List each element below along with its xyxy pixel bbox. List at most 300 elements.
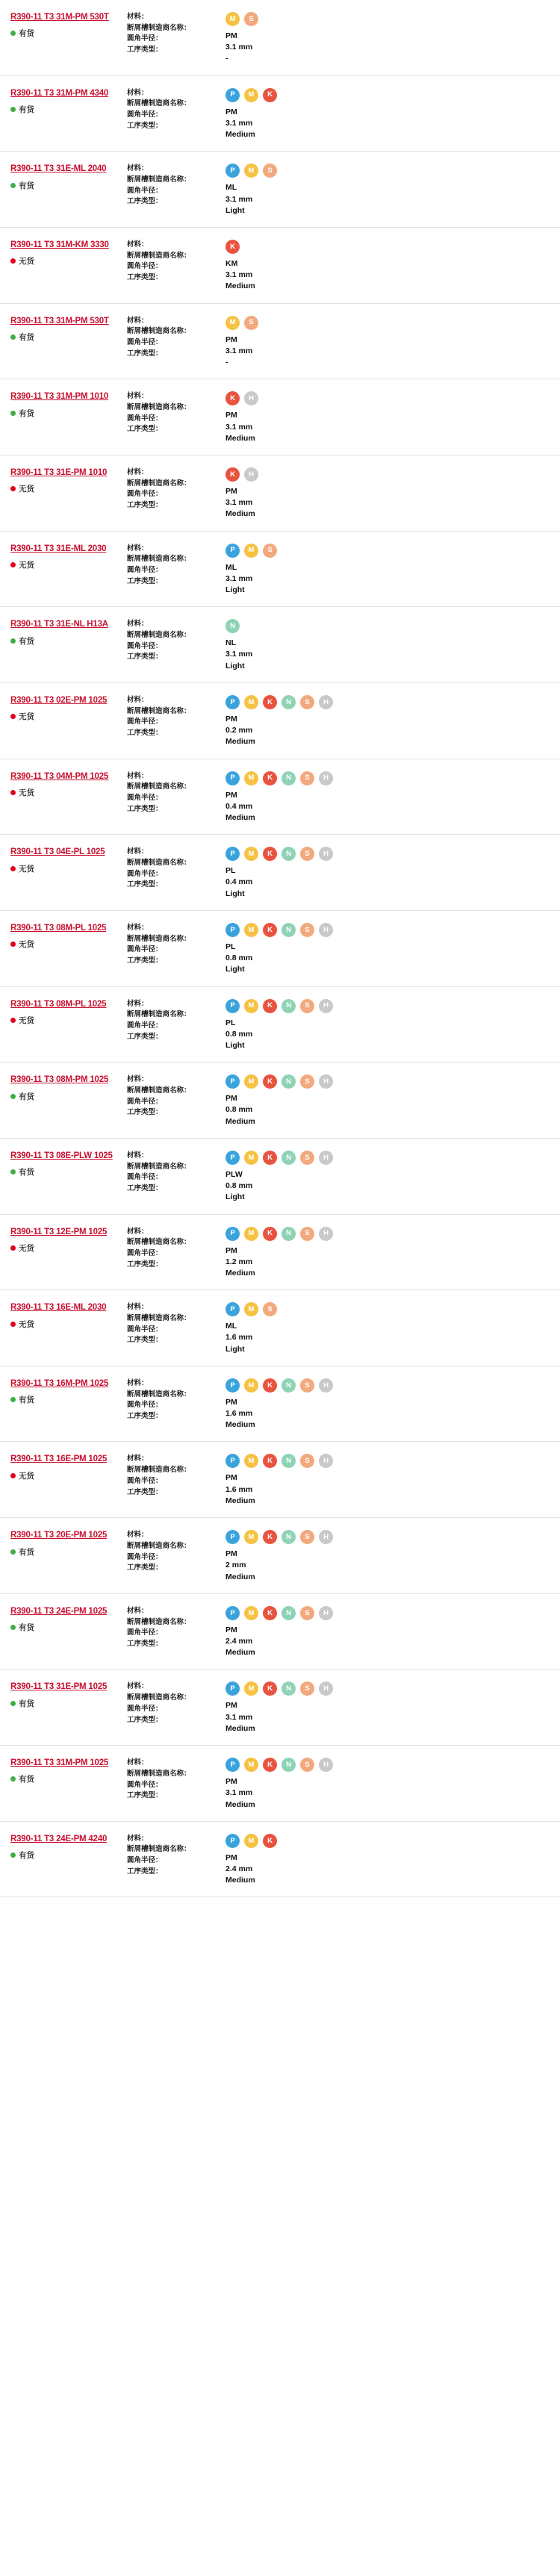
material-badge-n-icon: N [281,1454,296,1468]
table-row[interactable] [0,0,560,76]
spec-label-material: 材料： [127,999,149,1008]
table-row[interactable] [0,1442,560,1518]
spec-labels-cell [122,1756,220,1802]
stock-label: 有货 [19,1547,34,1557]
in-stock-icon [10,1852,16,1858]
material-badge-n-icon: N [281,1074,296,1089]
stock-label: 有货 [19,333,34,342]
spec-values-cell [220,1452,553,1507]
material-badge-k-icon: K [263,1681,277,1696]
table-row[interactable] [0,1518,560,1594]
material-badge-h-icon: H [319,1227,333,1241]
product-link[interactable]: R390-11 T3 31E-PM 1010 [10,467,108,477]
spec-labels-cell [122,1832,220,1878]
value-optype: Medium [225,130,255,140]
value-radius: 3.1 mm [225,498,253,508]
material-badge-p-icon: P [225,1530,240,1544]
spec-label-material: 材料： [127,1303,149,1312]
product-name-cell [10,1756,122,1785]
spec-label-radius: 圆角半径： [127,1628,163,1637]
material-badge-k-icon: K [263,1834,277,1848]
status-badge [10,787,122,798]
value-maker: PM [225,1549,237,1559]
spec-label-optype: 工序类型： [127,653,163,662]
material-badge-m-icon: M [244,999,258,1013]
material-badge-group [225,1302,553,1316]
material-badge-k-icon: K [263,1606,277,1620]
value-optype: Light [225,585,245,595]
stock-label: 有货 [19,1168,34,1177]
material-badge-h-icon: H [244,467,258,482]
material-badge-n-icon: N [281,1151,296,1165]
material-badge-p-icon: P [225,1454,240,1468]
material-badge-p-icon: P [225,923,240,937]
spec-label-radius: 圆角半径： [127,1097,163,1106]
material-badge-p-icon: P [225,1606,240,1620]
material-badge-h-icon: H [319,923,333,937]
material-badge-m-icon: M [244,1302,258,1316]
out-of-stock-icon [10,1245,16,1251]
material-badge-h-icon: H [319,847,333,861]
spec-labels-cell [122,617,220,663]
product-link[interactable]: R390-11 T3 31M-PM 1010 [10,392,109,402]
spec-values-group [225,410,553,444]
spec-label-radius: 圆角半径： [127,34,163,43]
spec-values-group [225,638,553,672]
material-badge-n-icon: N [281,1378,296,1393]
in-stock-icon [10,335,16,340]
value-maker: PM [225,1625,237,1634]
spec-labels-cell [122,1301,220,1346]
material-badge-s-icon: S [263,164,277,178]
material-badge-h-icon: H [319,695,333,709]
material-badge-n-icon: N [281,999,296,1013]
product-link[interactable]: R390-11 T3 12E-PM 1025 [10,1227,108,1236]
spec-label-radius: 圆角半径： [127,262,163,271]
table-row[interactable] [0,1670,560,1746]
value-optype: Medium [225,1648,255,1658]
table-row[interactable] [0,1063,560,1139]
product-link[interactable]: R390-11 T3 20E-PM 1025 [10,1531,108,1540]
material-badge-group [225,1530,553,1544]
spec-labels-cell [122,694,220,739]
table-row[interactable] [0,152,560,228]
product-name-cell [10,617,122,646]
spec-label-radius: 圆角半径： [127,869,163,878]
spec-label-material: 材料： [127,695,149,704]
material-badge-m-icon: M [244,164,258,178]
material-badge-group [225,391,553,405]
value-radius: 3.1 mm [225,1712,253,1722]
value-optype: - [225,358,228,367]
product-link[interactable]: R390-11 T3 31E-ML 2040 [10,164,107,174]
stock-label: 无货 [19,712,34,722]
material-badge-k-icon: K [263,1758,277,1772]
spec-label-optype: 工序类型： [127,880,163,889]
spec-values-group [225,182,553,217]
material-badge-n-icon: N [281,1681,296,1696]
value-maker: PM [225,1094,237,1104]
spec-labels-cell [122,921,220,967]
table-row[interactable] [0,304,560,380]
spec-label-radius: 圆角半径： [127,414,163,423]
out-of-stock-icon [10,1322,16,1327]
value-radius: 1.6 mm [225,1409,253,1419]
table-row[interactable] [0,1290,560,1366]
spec-label-maker: 断屑槽制造商名称： [127,23,191,32]
material-badge-h-icon: H [319,1378,333,1393]
spec-values-group [225,1625,553,1659]
spec-label-maker: 断屑槽制造商名称： [127,555,191,564]
stock-label: 无货 [19,1319,34,1329]
spec-values-cell [220,1832,553,1887]
status-badge [10,559,122,570]
spec-label-radius: 圆角半径： [127,1401,163,1410]
product-link[interactable]: R390-11 T3 31E-PM 1025 [10,1682,108,1692]
product-link[interactable]: R390-11 T3 31M-PM 1025 [10,1758,109,1768]
product-link[interactable]: R390-11 T3 31M-PM 530T [10,316,109,326]
material-badge-p-icon: P [225,1302,240,1316]
spec-values-cell [220,10,553,65]
value-radius: 2.4 mm [225,1637,253,1646]
value-maker: PM [225,1245,237,1255]
stock-label: 有货 [19,1699,34,1708]
value-maker: ML [225,1322,237,1331]
table-row[interactable] [0,1746,560,1822]
product-link[interactable]: R390-11 T3 31M-PM 530T [10,13,109,22]
material-badge-group [225,12,553,26]
spec-values-cell [220,162,553,217]
material-badge-group [225,1681,553,1696]
spec-label-maker: 断屑槽制造商名称： [127,1466,191,1475]
product-name-cell [10,998,122,1026]
in-stock-icon [10,1094,16,1099]
status-badge [10,332,122,343]
spec-label-material: 材料： [127,1455,149,1463]
in-stock-icon [10,107,16,112]
spec-labels-cell [122,238,220,284]
spec-label-maker: 断屑槽制造商名称： [127,1390,191,1399]
status-badge [10,1470,122,1481]
spec-label-material: 材料： [127,240,149,249]
spec-values-group [225,1093,553,1127]
spec-labels-cell [122,542,220,588]
material-badge-s-icon: S [300,1758,314,1772]
product-name-cell [10,845,122,874]
value-optype: - [225,54,228,63]
material-badge-n-icon: N [281,923,296,937]
material-badge-p-icon: P [225,771,240,785]
product-name-cell [10,10,122,39]
material-badge-k-icon: K [263,847,277,861]
spec-label-maker: 断屑槽制造商名称： [127,403,191,411]
stock-label: 无货 [19,864,34,874]
spec-values-group [225,107,553,141]
material-badge-k-icon: K [263,88,277,102]
status-badge [10,1546,122,1558]
product-link[interactable]: R390-11 T3 31M-PM 4340 [10,88,109,98]
material-badge-k-icon: K [263,1454,277,1468]
status-badge [10,1698,122,1709]
spec-values-cell [220,1149,553,1204]
material-badge-n-icon: N [281,847,296,861]
spec-values-cell [220,390,553,444]
status-badge [10,711,122,722]
status-badge [10,408,122,419]
material-badge-s-icon: S [263,544,277,558]
table-row[interactable] [0,759,560,836]
value-optype: Medium [225,281,255,291]
material-badge-s-icon: S [300,1606,314,1620]
spec-values-group [225,1321,553,1355]
spec-label-radius: 圆角半径： [127,1552,163,1561]
product-link[interactable]: R390-11 T3 31E-NL H13A [10,620,108,629]
product-link[interactable]: R390-11 T3 08M-PM 1025 [10,1075,109,1085]
spec-label-radius: 圆角半径： [127,1325,163,1334]
stock-label: 有货 [19,1092,34,1101]
spec-label-material: 材料： [127,1531,149,1540]
spec-values-group [225,942,553,976]
spec-label-maker: 断屑槽制造商名称： [127,1162,191,1171]
out-of-stock-icon [10,1018,16,1023]
table-row[interactable] [0,607,560,683]
stock-label: 有货 [19,408,34,418]
material-badge-n-icon: N [281,1227,296,1241]
value-optype: Medium [225,1268,255,1278]
value-maker: PL [225,866,236,876]
spec-label-radius: 圆角半径： [127,1173,163,1182]
product-link[interactable]: R390-11 T3 02E-PM 1025 [10,695,108,705]
spec-values-cell [220,466,553,520]
product-name-cell [10,1073,122,1101]
material-badge-group [225,923,553,937]
stock-label: 无货 [19,1015,34,1025]
spec-label-radius: 圆角半径： [127,1856,163,1865]
table-row[interactable] [0,228,560,304]
spec-labels-cell [122,314,220,360]
spec-labels-cell [122,1377,220,1422]
material-badge-s-icon: S [300,1454,314,1468]
material-badge-m-icon: M [244,1681,258,1696]
product-link[interactable]: R390-11 T3 16E-ML 2030 [10,1303,107,1313]
material-badge-p-icon: P [225,544,240,558]
material-badge-h-icon: H [319,1151,333,1165]
spec-label-radius: 圆角半径： [127,566,163,575]
value-radius: 0.8 mm [225,1105,253,1115]
status-badge [10,255,122,267]
spec-labels-cell [122,1073,220,1119]
table-row[interactable] [0,455,560,532]
material-badge-n-icon: N [281,1758,296,1772]
spec-labels-cell [122,10,220,56]
material-badge-p-icon: P [225,1151,240,1165]
product-link[interactable]: R390-11 T3 31E-ML 2030 [10,544,107,553]
value-optype: Medium [225,1116,255,1126]
spec-label-maker: 断屑槽制造商名称： [127,1769,191,1778]
spec-values-cell [220,845,553,900]
spec-values-cell [220,1680,553,1735]
spec-labels-cell [122,998,220,1043]
material-badge-m-icon: M [244,1530,258,1544]
stock-label: 有货 [19,1396,34,1405]
product-name-cell [10,1301,122,1329]
spec-label-optype: 工序类型： [127,729,163,738]
material-badge-k-icon: K [225,467,240,482]
material-badge-p-icon: P [225,1227,240,1241]
material-badge-n-icon: N [281,1606,296,1620]
spec-label-material: 材料： [127,164,149,173]
stock-label: 无货 [19,257,34,267]
table-row[interactable] [0,987,560,1063]
in-stock-icon [10,1549,16,1555]
product-link[interactable]: R390-11 T3 08M-PL 1025 [10,923,107,933]
spec-labels-cell [122,1680,220,1726]
material-badge-m-icon: M [244,88,258,102]
material-badge-group [225,999,553,1013]
material-badge-p-icon: P [225,1834,240,1848]
product-link[interactable]: R390-11 T3 31M-KM 3330 [10,240,109,249]
product-link[interactable]: R390-11 T3 16E-PM 1025 [10,1455,108,1464]
spec-values-cell [220,238,553,293]
product-link[interactable]: R390-11 T3 08E-PLW 1025 [10,1151,113,1160]
spec-label-optype: 工序类型： [127,1411,163,1420]
material-badge-p-icon: P [225,695,240,709]
spec-label-optype: 工序类型： [127,501,163,510]
material-badge-s-icon: S [300,999,314,1013]
value-radius: 3.1 mm [225,43,253,52]
material-badge-k-icon: K [263,1151,277,1165]
material-badge-m-icon: M [244,1074,258,1089]
product-link[interactable]: R390-11 T3 24E-PM 4240 [10,1834,108,1844]
table-row[interactable] [0,1822,560,1898]
value-radius: 0.8 mm [225,953,253,963]
product-name-cell [10,770,122,798]
value-maker: PM [225,486,237,496]
spec-label-material: 材料： [127,1834,149,1843]
value-radius: 0.2 mm [225,726,253,735]
spec-values-cell [220,542,553,597]
value-optype: Medium [225,737,255,747]
spec-values-cell [220,1301,553,1355]
spec-labels-cell [122,87,220,132]
product-link[interactable]: R390-11 T3 16M-PM 1025 [10,1378,109,1388]
table-row[interactable] [0,911,560,987]
value-optype: Light [225,1040,245,1050]
material-badge-p-icon: P [225,1378,240,1393]
stock-label: 无货 [19,1471,34,1481]
value-radius: 0.8 mm [225,1181,253,1191]
status-badge [10,1849,122,1861]
product-name-cell [10,1832,122,1861]
table-row[interactable] [0,532,560,608]
spec-label-maker: 断屑槽制造商名称： [127,934,191,943]
value-optype: Medium [225,433,255,443]
table-row[interactable] [0,1366,560,1443]
spec-label-material: 材料： [127,1758,149,1767]
spec-values-cell [220,1605,553,1659]
material-badge-h-icon: H [319,771,333,785]
table-row[interactable] [0,379,560,455]
spec-values-cell [220,921,553,976]
table-row[interactable] [0,683,560,759]
material-badge-k-icon: K [263,1227,277,1241]
spec-values-group [225,1472,553,1507]
spec-label-optype: 工序类型： [127,1867,163,1876]
out-of-stock-icon [10,942,16,947]
stock-label: 无货 [19,940,34,950]
spec-values-cell [220,1377,553,1431]
value-optype: Light [225,965,245,974]
material-badge-group [225,467,553,482]
product-link[interactable]: R390-11 T3 08M-PL 1025 [10,999,107,1009]
product-name-cell [10,466,122,494]
material-badge-s-icon: S [300,1227,314,1241]
product-link[interactable]: R390-11 T3 04E-PL 1025 [10,847,105,857]
spec-label-maker: 断屑槽制造商名称： [127,327,191,336]
spec-label-material: 材料： [127,620,149,629]
product-name-cell [10,1605,122,1633]
spec-label-material: 材料： [127,1227,149,1236]
spec-label-maker: 断屑槽制造商名称： [127,1313,191,1322]
material-badge-k-icon: K [263,1074,277,1089]
spec-labels-cell [122,162,220,208]
material-badge-group [225,619,553,633]
spec-label-radius: 圆角半径： [127,718,163,727]
spec-values-group [225,865,553,900]
material-badge-k-icon: K [263,923,277,937]
status-badge [10,28,122,39]
spec-label-optype: 工序类型： [127,425,163,434]
value-radius: 3.1 mm [225,194,253,204]
value-radius: 1.6 mm [225,1333,253,1343]
stock-label: 有货 [19,1851,34,1861]
value-radius: 2 mm [225,1561,246,1570]
spec-values-group [225,1018,553,1052]
spec-label-optype: 工序类型： [127,273,163,282]
value-radius: 3.1 mm [225,346,253,355]
material-badge-n-icon: N [281,695,296,709]
table-row[interactable] [0,1215,560,1291]
table-row[interactable] [0,1139,560,1215]
spec-label-radius: 圆角半径： [127,794,163,802]
product-link[interactable]: R390-11 T3 24E-PM 1025 [10,1606,108,1616]
product-name-cell [10,1680,122,1708]
spec-values-group [225,1245,553,1280]
product-link[interactable]: R390-11 T3 04M-PM 1025 [10,771,109,781]
value-radius: 3.1 mm [225,1788,253,1798]
product-name-cell [10,390,122,418]
spec-label-radius: 圆角半径： [127,641,163,650]
spec-label-radius: 圆角半径： [127,945,163,954]
table-row[interactable] [0,835,560,911]
spec-label-maker: 断屑槽制造商名称： [127,1617,191,1626]
spec-label-optype: 工序类型： [127,804,163,813]
value-radius: 3.1 mm [225,270,253,280]
material-badge-m-icon: M [225,12,240,26]
product-name-cell [10,921,122,950]
material-badge-k-icon: K [263,1530,277,1544]
spec-values-cell [220,998,553,1052]
table-row[interactable] [0,1594,560,1670]
stock-label: 无货 [19,788,34,797]
spec-label-optype: 工序类型： [127,1336,163,1345]
table-row[interactable] [0,76,560,152]
material-badge-group [225,164,553,178]
in-stock-icon [10,638,16,644]
material-badge-h-icon: H [244,391,258,405]
spec-label-radius: 圆角半径： [127,1780,163,1789]
material-badge-k-icon: K [263,771,277,785]
